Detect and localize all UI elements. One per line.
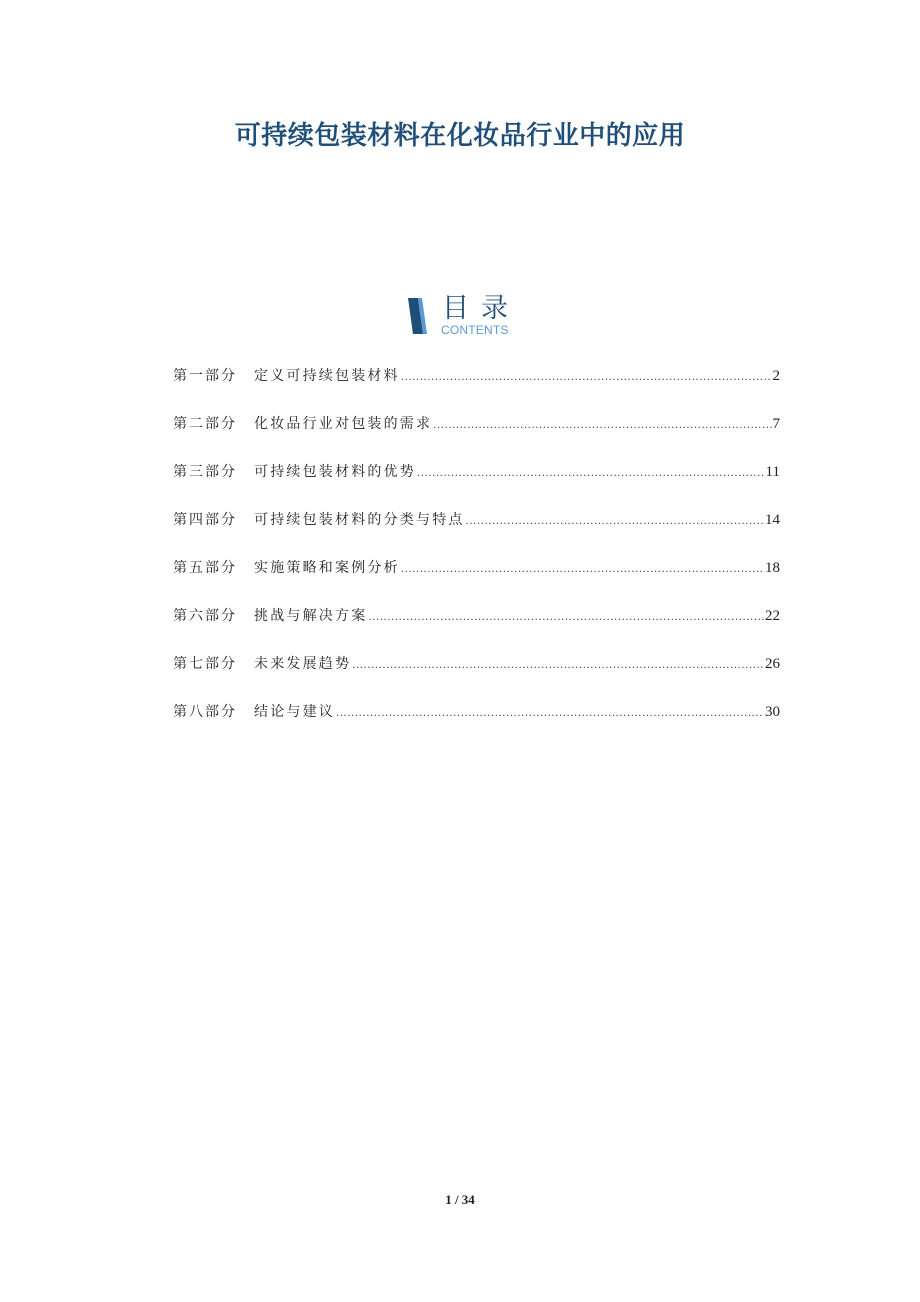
toc-entry-part: 第六部分 xyxy=(173,608,237,624)
toc-heading-title: 目录 xyxy=(442,293,520,324)
toc-entry-page: 2 xyxy=(772,368,780,384)
toc-entry[interactable] xyxy=(173,508,780,556)
toc-entry[interactable] xyxy=(173,364,780,412)
page-indicator: 1 / 34 xyxy=(445,1192,475,1207)
toc-entry-part: 第四部分 xyxy=(173,512,237,528)
toc-entry-title: 结论与建议 xyxy=(254,704,335,720)
contents-bookmark-icon xyxy=(406,296,432,336)
toc-entry-page: 26 xyxy=(765,656,780,672)
toc-entry-title: 化妆品行业对包装的需求 xyxy=(254,416,433,432)
toc-entry-title: 实施策略和案例分析 xyxy=(254,560,400,576)
table-of-contents xyxy=(173,364,780,748)
toc-entry-title: 未来发展趋势 xyxy=(254,656,352,672)
toc-entry-page: 14 xyxy=(765,512,780,528)
toc-entry-part: 第二部分 xyxy=(173,416,237,432)
toc-entry-part: 第五部分 xyxy=(173,560,237,576)
toc-leader-dots xyxy=(401,366,772,390)
toc-entry-title: 定义可持续包装材料 xyxy=(254,368,400,384)
toc-entry-title: 可持续包装材料的优势 xyxy=(254,464,416,480)
toc-entry[interactable] xyxy=(173,556,780,604)
toc-entry[interactable] xyxy=(173,652,780,700)
toc-entry-title: 可持续包装材料的分类与特点 xyxy=(254,512,465,528)
toc-entry[interactable] xyxy=(173,604,780,652)
toc-entry[interactable] xyxy=(173,412,780,460)
toc-entry-page: 30 xyxy=(765,704,780,720)
toc-entry-part: 第一部分 xyxy=(173,368,237,384)
toc-leader-dots xyxy=(433,414,771,438)
toc-entry-page: 22 xyxy=(765,608,780,624)
toc-leader-dots xyxy=(466,510,764,534)
toc-leader-dots xyxy=(417,462,765,486)
toc-entry-part: 第八部分 xyxy=(173,704,237,720)
toc-entry-page: 7 xyxy=(772,416,780,432)
toc-leader-dots xyxy=(336,702,764,726)
toc-entry-page: 18 xyxy=(765,560,780,576)
toc-leader-dots xyxy=(401,558,764,582)
toc-entry-part: 第七部分 xyxy=(173,656,237,672)
toc-heading xyxy=(402,294,522,340)
document-title: 可持续包装材料在化妆品行业中的应用 xyxy=(234,121,686,151)
toc-heading-subtitle: CONTENTS xyxy=(441,323,509,337)
toc-entry[interactable] xyxy=(173,700,780,748)
toc-entry-title: 挑战与解决方案 xyxy=(254,608,368,624)
toc-entry[interactable] xyxy=(173,460,780,508)
toc-entry-page: 11 xyxy=(765,464,780,480)
toc-entry-part: 第三部分 xyxy=(173,464,237,480)
toc-leader-dots xyxy=(352,654,764,678)
toc-leader-dots xyxy=(368,606,764,630)
